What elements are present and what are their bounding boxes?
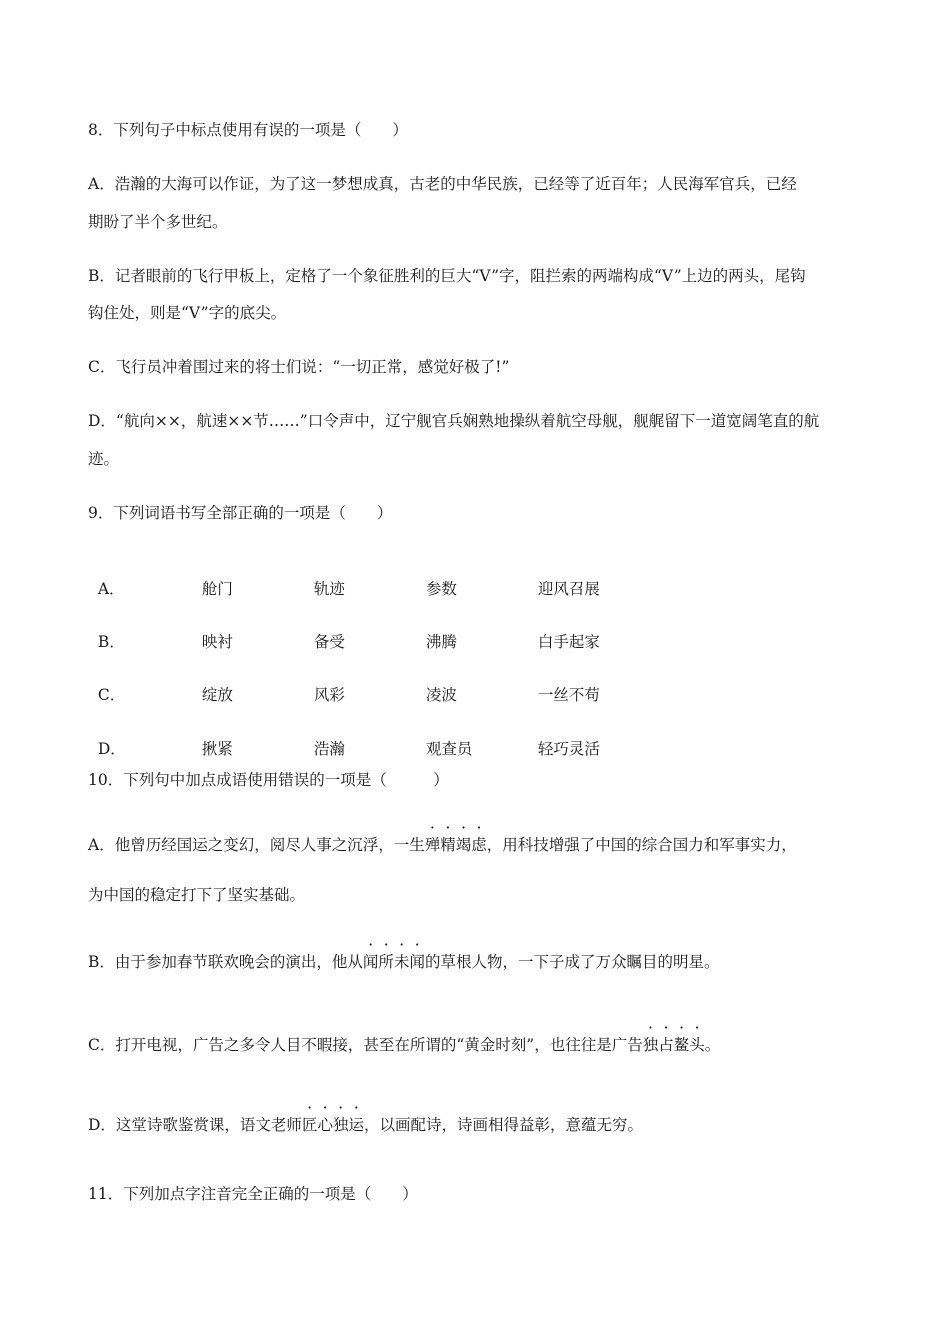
dotted-char: 心 [317, 1116, 333, 1134]
word: 凌波 [425, 686, 457, 704]
word: 轻巧灵活 [537, 740, 600, 758]
dotted-char: 虑 [471, 836, 487, 854]
text: 的草根人物，一下子成了万众瞩目的明星。 [424, 953, 720, 971]
dotted-char: 精 [440, 836, 456, 854]
dotted-char: 未 [393, 953, 410, 971]
text: ，用科技增强了中国的综合国力和军事实力， [486, 836, 797, 854]
dotted-char: 所 [378, 953, 394, 971]
q9-option-b [88, 609, 600, 653]
q8-option-b-line1: B．记者眼前的飞行甲板上，定格了一个象征胜利的巨大“V”字，阻拦索的两端构成“V”上边的两头，尾钩 [88, 267, 806, 285]
q8-option-a-line2: 期盼了半个多世纪。 [88, 213, 228, 231]
q9-option-a [88, 556, 600, 600]
dotted-char: 独 [332, 1116, 349, 1134]
option-label: D． [97, 740, 126, 758]
option-label: C． [97, 686, 126, 704]
option-label: B． [97, 633, 125, 651]
word: 白手起家 [537, 633, 600, 651]
word: 风彩 [313, 686, 345, 704]
question-10-stem: 10．下列句中加点成语使用错误的一项是（ ） [88, 771, 449, 789]
dotted-char: 匠 [301, 1116, 318, 1134]
question-9-stem: 9．下列词语书写全部正确的一项是（ ） [88, 504, 393, 522]
word: 沸腾 [425, 633, 457, 651]
word: 备受 [313, 633, 345, 651]
option-label: A． [97, 580, 125, 598]
q8-option-d-line2: 迹。 [88, 450, 120, 468]
word: 参数 [425, 580, 457, 598]
q8-option-c-line1: C．飞行员冲着围过来的将士们说：“一切正常，感觉好极了!” [88, 358, 510, 376]
word: 观查员 [425, 740, 473, 758]
q10-option-d [88, 1114, 643, 1136]
text: 。 [704, 1036, 721, 1054]
dotted-char: 头 [689, 1036, 705, 1054]
word: 映衬 [201, 633, 233, 651]
question-8-stem: 8．下列句子中标点使用有误的一项是（ ） [88, 121, 408, 139]
q8-option-a-line1: A．浩瀚的大海可以作证，为了这一梦想成真，古老的中华民族，已经等了近百年；人民海军官兵，已经 [88, 175, 797, 193]
q9-option-c [88, 662, 600, 706]
dotted-char: 占 [658, 1036, 674, 1054]
q8-option-b-line2: 钩住处，则是“V”字的底尖。 [88, 304, 287, 322]
word: 迎风召展 [537, 580, 600, 598]
text: D．这堂诗歌鉴赏课，语文老师 [88, 1116, 302, 1134]
q10-option-a-line2: 为中国的稳定打下了坚实基础。 [88, 886, 306, 904]
text: A．他曾历经国运之变幻，阅尽人事之沉浮，一生 [88, 836, 425, 854]
text: C．打开电视，广告之多令人目不暇接，甚至在所谓的“黄金时刻”，也往往是广告 [88, 1036, 643, 1054]
dotted-char: 殚 [424, 836, 441, 854]
q8-option-d-line1: D．“航向××，航速××节……”口令声中，辽宁舰官兵娴熟地操纵着航空母舰，舰艉留下一道宽阔笔直的航 [88, 412, 820, 430]
q9-option-d [88, 716, 600, 760]
word: 舱门 [201, 580, 233, 598]
dotted-char: 闻 [409, 953, 425, 971]
dotted-char: 闻 [362, 953, 379, 971]
text: ，以画配诗，诗画相得益彰，意蕴无穷。 [364, 1116, 644, 1134]
word: 绽放 [201, 686, 233, 704]
word: 一丝不苟 [537, 686, 600, 704]
dotted-char: 独 [642, 1036, 659, 1054]
dotted-char: 运 [348, 1116, 364, 1134]
dotted-char: 鳌 [673, 1036, 690, 1054]
q10-option-b [88, 951, 719, 973]
word: 浩瀚 [313, 740, 345, 758]
text: B．由于参加春节联欢晚会的演出，他从 [88, 953, 363, 971]
question-11-stem: 11．下列加点字注音完全正确的一项是（ ） [88, 1185, 418, 1203]
q10-option-c [88, 1034, 720, 1056]
word: 轨迹 [313, 580, 345, 598]
word: 揪紧 [201, 740, 233, 758]
dotted-char: 竭 [455, 836, 472, 854]
q10-option-a-line1 [88, 834, 797, 856]
